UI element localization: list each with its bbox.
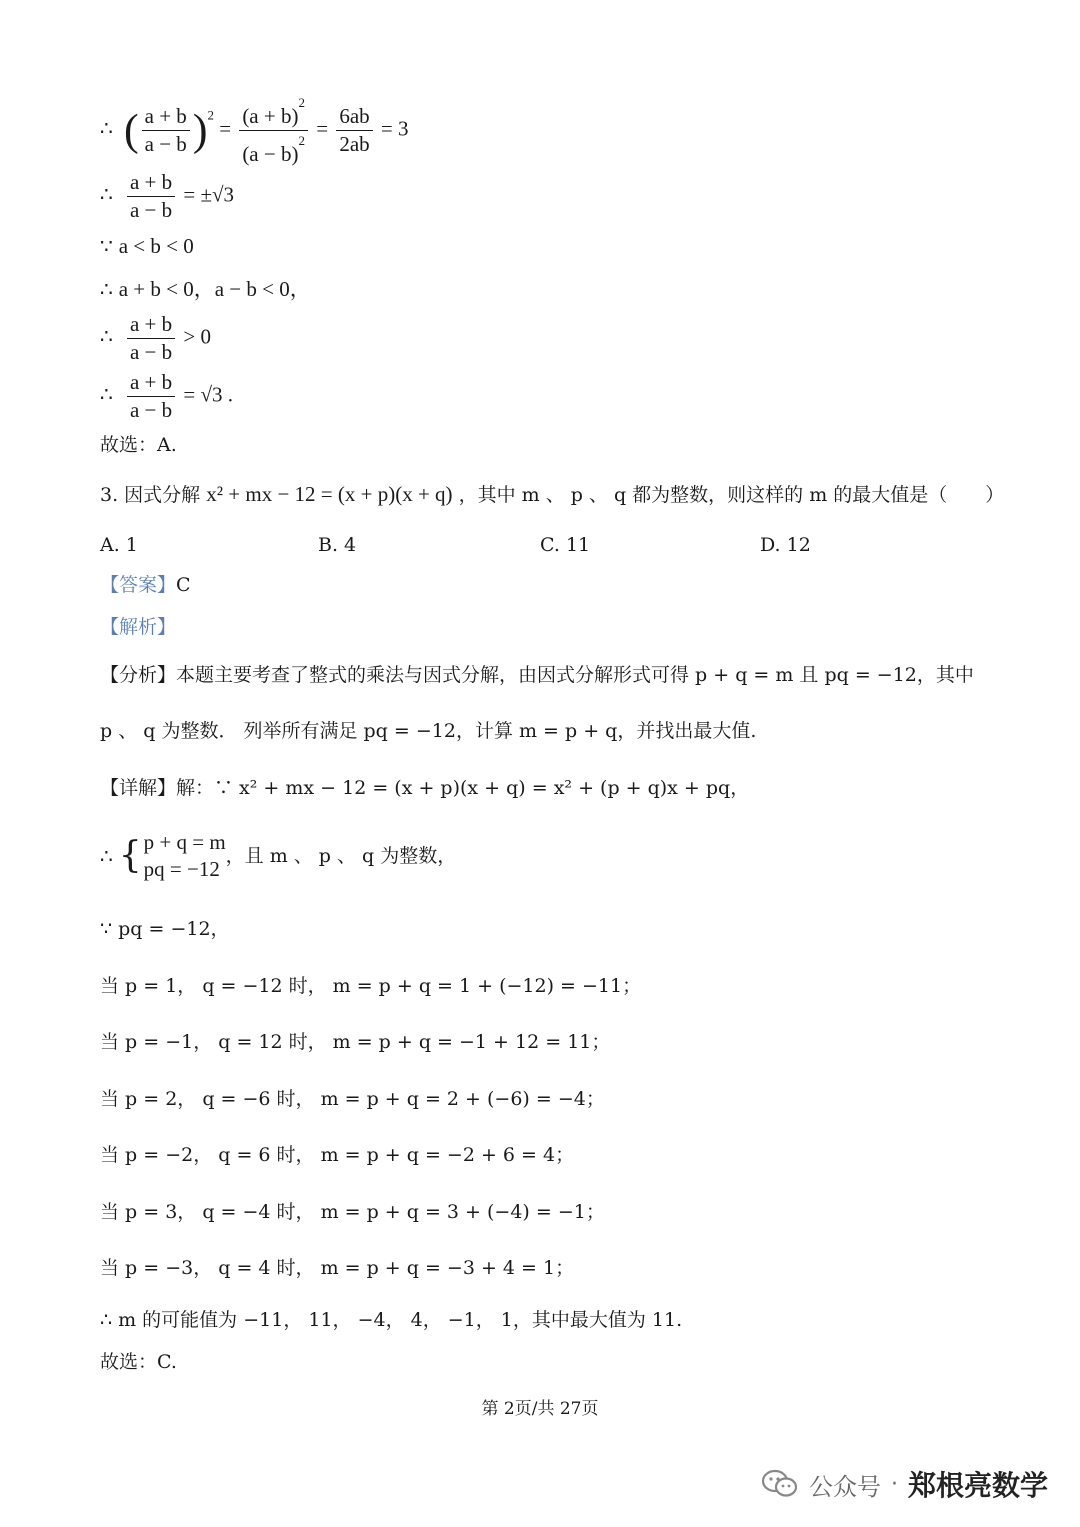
frac-num: 6ab xyxy=(336,106,372,131)
step-ratio-positive: ∴ $\frac{a + b}{a - b}$ > 0 xyxy=(100,312,211,364)
system-row-2: pq = −12 xyxy=(143,857,220,881)
analysis-tag: 【解析】 xyxy=(100,616,177,638)
case-3: 当 p = 2， q = −6 时， m = p + q = 2 + (−6) = −4； xyxy=(100,1088,605,1110)
option-d: D. 12 xyxy=(760,534,811,556)
step-signs: ∴ a + b < 0，a − b < 0， xyxy=(100,277,311,301)
therefore-symbol: ∴ xyxy=(100,116,113,141)
xiangjie-tag: 【详解】 xyxy=(100,777,177,799)
page-footer: 第 2页/共 27页 xyxy=(481,1399,599,1419)
frac-num: a + b xyxy=(142,106,190,131)
frac-num: (a + b) xyxy=(242,104,299,128)
choose-c: 故选：C. xyxy=(100,1351,177,1373)
brace: { xyxy=(118,835,142,876)
case-1: 当 p = 1， q = −12 时， m = p + q = 1 + (−12) = −11； xyxy=(100,975,642,997)
brand-separator: · xyxy=(890,1471,898,1497)
option-c: C. 11 xyxy=(540,534,591,556)
brand-watermark xyxy=(761,1464,1048,1504)
system-row-1: p + q = m xyxy=(143,830,226,854)
fenxi-line-2: p 、 q 为整数． 列举所有满足 pq = −12，计算 m = p + q，并找出最大值. xyxy=(100,720,757,742)
q3-label: 3. 因式分解 xyxy=(100,484,201,506)
frac-den: (a − b) xyxy=(242,142,299,166)
step-because: ∵ a < b < 0 xyxy=(100,234,194,258)
answer-value: C xyxy=(176,574,191,596)
fenxi-line-1: 【分析】本题主要考查了整式的乘法与因式分解，由因式分解形式可得 p + q = m 且 pq = −12，其中 xyxy=(100,664,974,686)
analysis-line xyxy=(100,618,176,637)
q3-expr: x² + mx − 12 = (x + p)(x + q) xyxy=(206,482,453,506)
fenxi-tag: 【分析】 xyxy=(100,664,177,686)
brand-label: 公众号 xyxy=(808,1472,881,1501)
option-b: B. 4 xyxy=(318,534,357,556)
case-6: 当 p = −3， q = 4 时， m = p + q = −3 + 4 = 1； xyxy=(100,1257,575,1279)
exponent: 2 xyxy=(207,107,214,123)
conclusion: ∴ m 的可能值为 −11， 11， −4， 4， −1， 1，其中最大值为 11. xyxy=(100,1309,683,1331)
step-ratio-pm: ∴ $\frac{a + b}{a - b}$ = ±√3 xyxy=(100,170,235,222)
brand-name: 郑根亮数学 xyxy=(907,1469,1048,1502)
result: = 3 xyxy=(380,116,409,141)
step-squared-ratio: ∴ ( $\frac{a + b}{a - b}$ )$^2$ = $\frac{(a + b)^2}{(a - b)^2}$ = $\frac{6ab}{2ab}$ = 3 xyxy=(100,95,409,166)
case-5: 当 p = 3， q = −4 时， m = p + q = 3 + (−4) = −1； xyxy=(100,1201,605,1223)
case-4: 当 p = −2， q = 6 时， m = p + q = −2 + 6 = 4； xyxy=(100,1144,575,1166)
choose-a: 故选：A. xyxy=(100,434,177,456)
option-a: A. 1 xyxy=(100,534,138,556)
system-line: ∴ { p + q = m pq = −12 ，且 m 、 p 、 q 为整数， xyxy=(100,830,457,881)
frac-den: a − b xyxy=(144,132,187,156)
case-2: 当 p = −1， q = 12 时， m = p + q = −1 + 12 = 11； xyxy=(100,1031,611,1053)
xiangjie-line: 【详解】解：∵ x² + mx − 12 = (x + p)(x + q) = x² + (p + q)x + pq， xyxy=(100,777,750,799)
wechat-icon xyxy=(761,1469,799,1499)
frac-den: 2ab xyxy=(339,132,370,156)
answer-line xyxy=(100,576,191,595)
because-line: ∵ pq = −12， xyxy=(100,918,230,940)
system-rest: ，且 m 、 p 、 q 为整数， xyxy=(225,844,457,867)
answer-tag: 【答案】 xyxy=(100,574,177,596)
q3-stem xyxy=(100,484,1004,505)
q3-rest: ，其中 m 、 p 、 q 都为整数，则这样的 m 的最大值是（ ） xyxy=(458,484,1005,506)
step-ratio-result: ∴ $\frac{a + b}{a - b}$ = √3 . xyxy=(100,370,234,422)
